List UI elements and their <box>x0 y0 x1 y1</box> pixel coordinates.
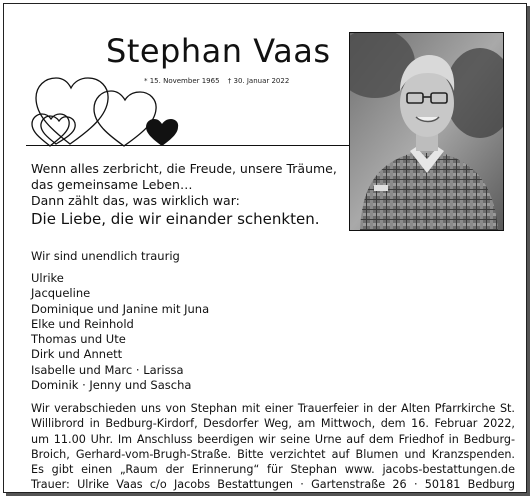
hearts-icon <box>30 74 190 150</box>
poem-emphasis: Die Liebe, die wir einander schenkten. <box>31 210 320 228</box>
ceremony-notice <box>31 401 515 493</box>
portrait-photo <box>349 32 504 231</box>
large-heart-outline-icon <box>36 78 108 144</box>
list-item: Thomas und Ute <box>31 332 126 347</box>
list-item: Ulrike <box>31 271 64 285</box>
list-item: Dominique und Janine mit Juna <box>31 301 210 316</box>
mourning-line: Wir sind unendlich traurig <box>31 249 180 263</box>
small-heart-outline-icon <box>32 114 69 146</box>
deceased-name: Stephan Vaas <box>106 32 331 70</box>
mourners-list <box>31 271 209 393</box>
right-heart-outline-icon <box>94 91 156 146</box>
ceremony-line-1: Wir verabschieden uns von Stephan mit einer Trauerfeier in der Alten Pfarrkirche St. <box>31 402 515 415</box>
ceremony-line-5: Es gibt einen „Raum der Erinnerung“ für Stephan www. jacobs-bestattungen.de <box>31 463 515 477</box>
filled-heart-icon <box>146 119 178 146</box>
poem-line-2: das gemeinsame Leben… <box>31 177 193 192</box>
contact-line: Trauer: Ulrike Vaas c/o Jacobs Bestattungen · Gartenstraße 26 · 50181 Bedburg <box>31 478 515 492</box>
divider-line <box>26 145 350 146</box>
ceremony-line-4: Broich, Gerhard-vom-Brugh-Straße. Bitte verzichtet auf Blumen und Kranzspenden. <box>31 447 515 461</box>
ceremony-line-2: Willibrord in Bedburg-Kirdorf, Desdorfer Weg, am Mittwoch, dem 16. Februar 2022, <box>31 417 515 431</box>
poem-block <box>31 161 351 228</box>
ceremony-line-3: um 11.00 Uhr. Im Anschluss beerdigen wir seine Urne auf dem Friedhof in Bedburg- <box>31 432 515 446</box>
birth-date: * 15. November 1965 <box>144 77 220 85</box>
list-item: Dominik · Jenny und Sascha <box>31 378 192 393</box>
list-item: Elke und Reinhold <box>31 316 134 331</box>
list-item: Jacqueline <box>31 286 91 301</box>
poem-line-3: Dann zählt das, was wirklich war: <box>31 193 240 208</box>
poem-line-1: Wenn alles zerbricht, die Freude, unsere Träume, <box>31 161 337 176</box>
list-item: Isabelle und Marc · Larissa <box>31 362 184 377</box>
list-item: Dirk und Annett <box>31 347 123 362</box>
death-date: † 30. Januar 2022 <box>227 77 290 85</box>
